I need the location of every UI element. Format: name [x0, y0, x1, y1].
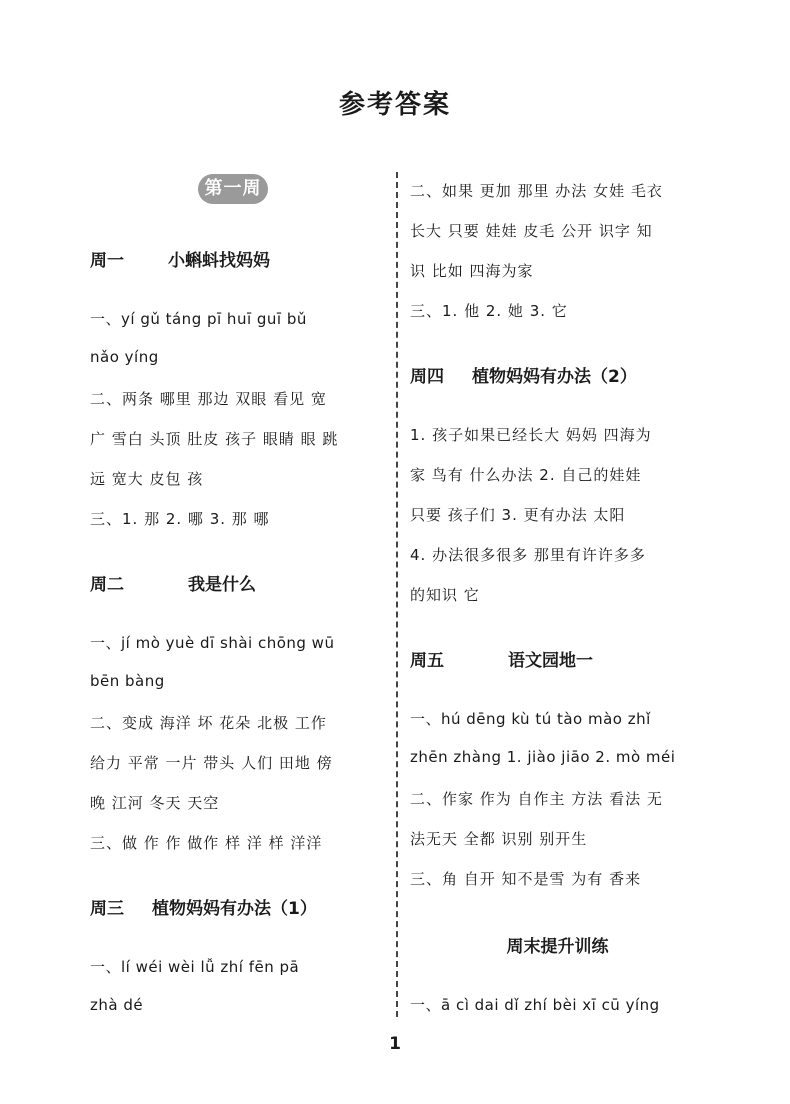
monday-line-3: 二、两条 哪里 那边 双眼 看见 宽: [90, 390, 327, 408]
thursday-topic: 植物妈妈有办法（2）: [472, 367, 637, 387]
tuesday-line-6: 三、做 作 作 做作 样 洋 样 洋洋: [90, 834, 323, 852]
thursday-line-2: 家 鸟有 什么办法 2. 自己的娃娃: [410, 466, 642, 484]
wednesday-cont-line-2: 长大 只要 娃娃 皮毛 公开 识字 知: [410, 222, 653, 240]
monday-line-1: 一、yí gǔ táng pī huī guī bǔ: [90, 310, 307, 328]
friday-line-2: zhēn zhàng 1. jiào jiāo 2. mò méi: [410, 748, 676, 766]
tuesday-line-3: 二、变成 海洋 坏 花朵 北极 工作: [90, 714, 327, 732]
friday-line-3: 二、作家 作为 自作主 方法 看法 无: [410, 790, 663, 808]
wednesday-line-2: zhà dé: [90, 996, 144, 1014]
monday-day-label: 周一: [90, 251, 124, 271]
friday-day-label: 周五: [410, 651, 444, 671]
thursday-heading: [410, 362, 637, 387]
wednesday-line-1: 一、lí wéi wèi lǚ zhí fēn pā: [90, 958, 300, 976]
weekend-heading: 周末提升训练: [506, 937, 609, 957]
friday-line-5: 三、角 自开 知不是雪 为有 香来: [410, 870, 642, 888]
friday-topic: 语文园地一: [508, 651, 593, 671]
thursday-line-4: 4. 办法很多很多 那里有许许多多: [410, 546, 646, 564]
tuesday-line-1: 一、jí mò yuè dī shài chōng wū: [90, 634, 335, 652]
tuesday-topic: 我是什么: [188, 575, 256, 595]
monday-line-2: nǎo yíng: [90, 348, 159, 366]
wednesday-day-label: 周三: [90, 899, 124, 919]
wednesday-cont-line-4: 三、1. 他 2. 她 3. 它: [410, 302, 568, 320]
tuesday-day-label: 周二: [90, 575, 124, 595]
week-badge: 第一周: [198, 174, 268, 204]
tuesday-heading: [90, 570, 256, 595]
monday-heading: [90, 246, 270, 271]
wednesday-cont-line-1: 二、如果 更加 那里 办法 女娃 毛衣: [410, 182, 663, 200]
wednesday-heading: [90, 894, 317, 919]
wednesday-cont-line-3: 识 比如 四海为家: [410, 262, 534, 280]
thursday-day-label: 周四: [410, 367, 444, 387]
weekend-line-1: 一、ā cì dai dǐ zhí bèi xī cū yíng: [410, 996, 660, 1014]
friday-heading: [410, 646, 593, 671]
tuesday-line-2: bēn bàng: [90, 672, 165, 690]
thursday-line-1: 1. 孩子如果已经长大 妈妈 四海为: [410, 426, 652, 444]
monday-line-4: 广 雪白 头顶 肚皮 孩子 眼睛 眼 跳: [90, 430, 339, 448]
monday-line-6: 三、1. 那 2. 哪 3. 那 哪: [90, 510, 270, 528]
friday-line-4: 法无天 全都 识别 别开生: [410, 830, 588, 848]
page-title: 参考答案: [338, 90, 451, 120]
thursday-line-3: 只要 孩子们 3. 更有办法 太阳: [410, 506, 626, 524]
monday-line-5: 远 宽大 皮包 孩: [90, 470, 204, 488]
tuesday-line-4: 给力 平常 一片 带头 人们 田地 傍: [90, 754, 333, 772]
friday-line-1: 一、hú dēng kù tú tào mào zhǐ: [410, 710, 651, 728]
thursday-line-5: 的知识 它: [410, 586, 480, 604]
tuesday-line-5: 晚 江河 冬天 天空: [90, 794, 220, 812]
column-divider: [396, 172, 398, 1017]
page-number: 1: [389, 1034, 401, 1054]
wednesday-topic: 植物妈妈有办法（1）: [152, 899, 317, 919]
monday-topic: 小蝌蚪找妈妈: [168, 251, 270, 271]
